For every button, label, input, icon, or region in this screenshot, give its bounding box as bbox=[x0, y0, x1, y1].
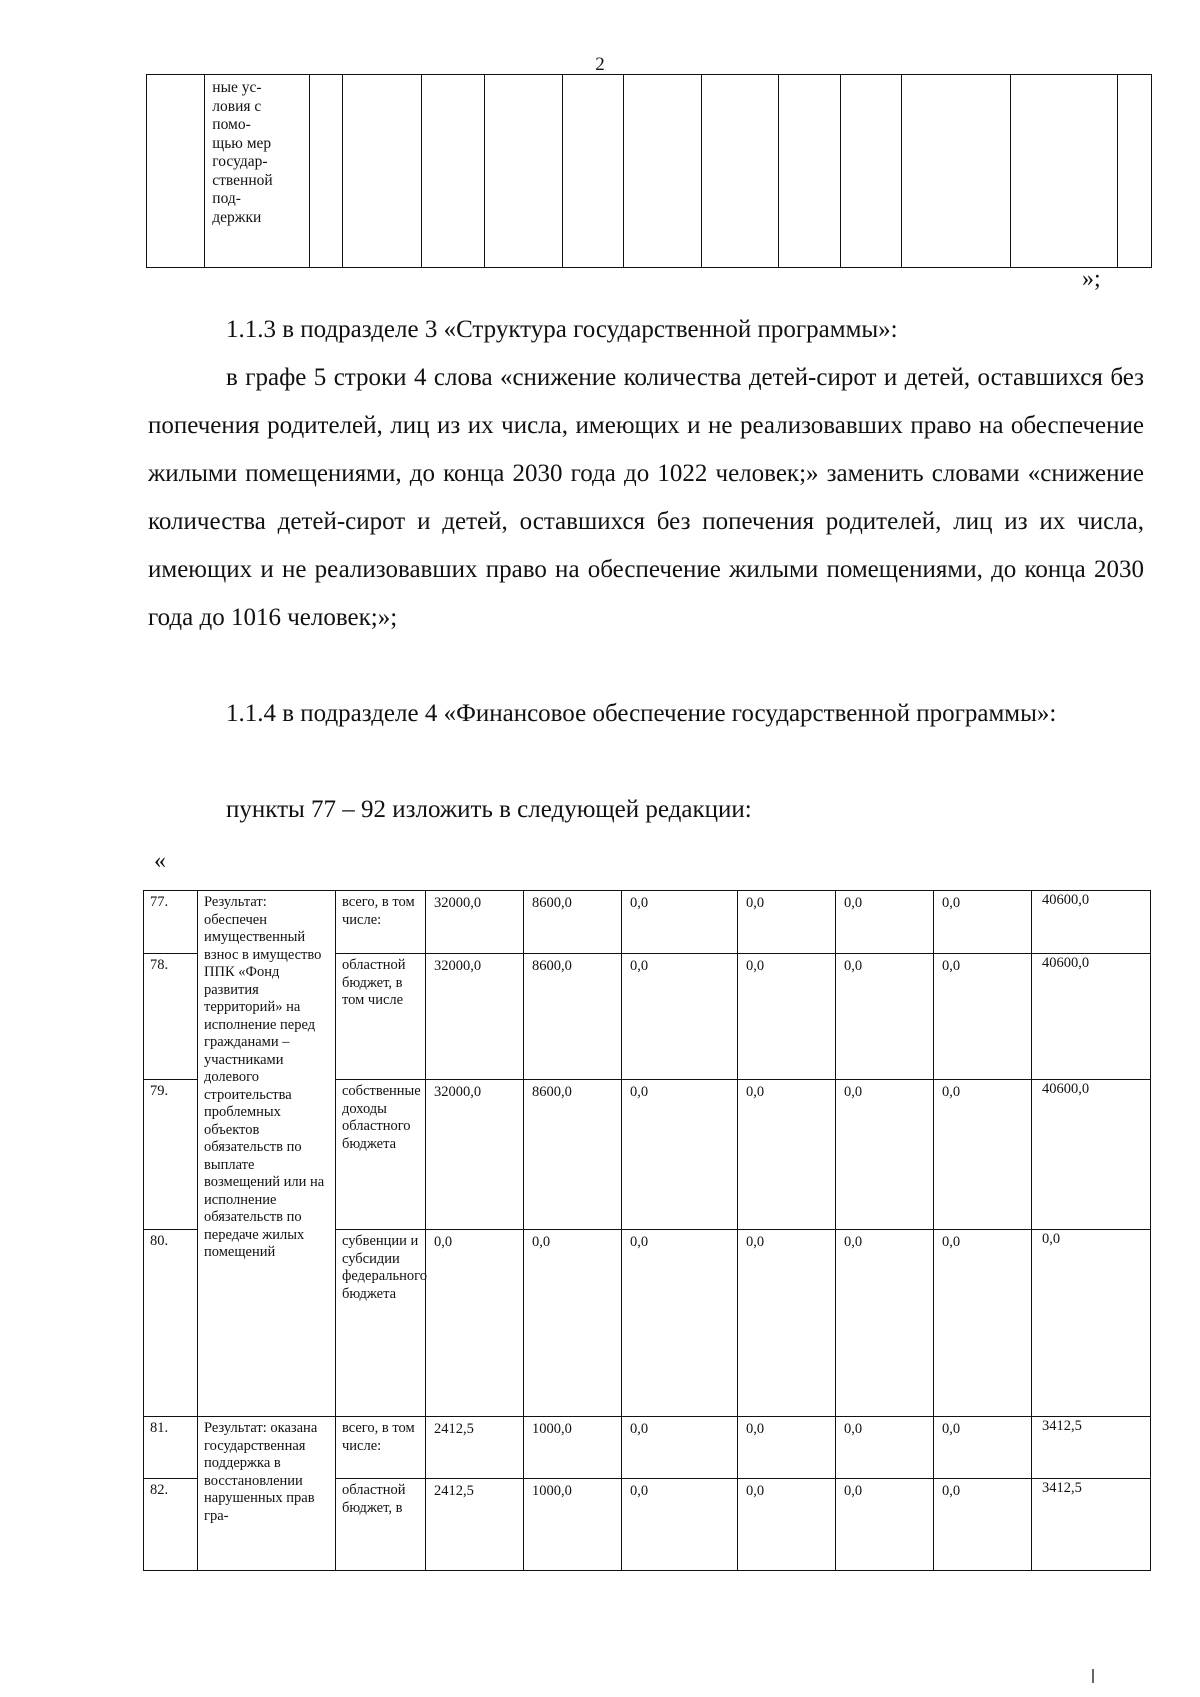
value-cell: 8600,0 bbox=[524, 1080, 622, 1230]
value-cell: 0,0 bbox=[836, 954, 934, 1080]
closing-quote: »; bbox=[1082, 266, 1101, 292]
text-line: щью мер bbox=[212, 134, 272, 152]
scan-mark bbox=[1092, 1669, 1094, 1683]
total-cell: 40600,0 bbox=[1032, 954, 1151, 1080]
funding-source: всего, в том числе: bbox=[336, 891, 426, 954]
row-number: 77. bbox=[144, 891, 198, 954]
value-cell: 0,0 bbox=[836, 891, 934, 954]
value-cell: 0,0 bbox=[738, 1080, 836, 1230]
empty-cell bbox=[310, 75, 343, 268]
value-cell: 0,0 bbox=[622, 954, 738, 1080]
funding-source: областной бюджет, в bbox=[336, 1479, 426, 1571]
empty-cell bbox=[1010, 75, 1117, 268]
total-cell: 3412,5 bbox=[1032, 1417, 1151, 1479]
text-line: помо- bbox=[212, 116, 251, 133]
total-cell: 0,0 bbox=[1032, 1230, 1151, 1417]
text-line: под- bbox=[212, 190, 241, 207]
value-cell: 0,0 bbox=[836, 1417, 934, 1479]
text-line: государ- bbox=[212, 153, 268, 170]
text-line: ственной bbox=[212, 171, 273, 189]
value-cell: 0,0 bbox=[622, 891, 738, 954]
paragraph-replacement: в графе 5 строки 4 слова «снижение количества детей-сирот и детей, оставшихся без попечения родителей, лиц из их числа, имеющих и не реализовавших право на обеспечение жилыми помещениями, до конца 2030 года до 1022 человек;» заменить словами «снижение количества детей-сирот и детей, оставшихся без попечения родителей, лиц из их числа, имеющих и не реализовавших право на обеспечение жилыми помещениями, до конца 2030 года до 1016 человек;»; bbox=[148, 364, 1144, 631]
value-cell: 0,0 bbox=[622, 1479, 738, 1571]
value-cell: 0,0 bbox=[934, 1080, 1032, 1230]
value-cell: 0,0 bbox=[934, 1479, 1032, 1571]
empty-cell bbox=[701, 75, 778, 268]
total-cell: 40600,0 bbox=[1032, 891, 1151, 954]
value-cell: 0,0 bbox=[622, 1230, 738, 1417]
text-line: ловия с bbox=[212, 97, 262, 115]
value-cell: 0,0 bbox=[738, 1417, 836, 1479]
value-cell: 0,0 bbox=[524, 1230, 622, 1417]
funding-source: субвенции и субсидии федерального бюджета bbox=[336, 1230, 426, 1417]
continued-result-text bbox=[205, 75, 310, 268]
opening-quote: « bbox=[154, 848, 166, 874]
value-cell: 0,0 bbox=[934, 954, 1032, 1080]
funding-source: всего, в том числе: bbox=[336, 1417, 426, 1479]
paragraph-1-1-4: 1.1.4 в подразделе 4 «Финансовое обеспечение государственной программы»: bbox=[226, 700, 1057, 727]
table-row bbox=[144, 891, 1151, 954]
value-cell: 32000,0 bbox=[426, 954, 524, 1080]
result-description: Результат: обеспечен имущественный взнос в имущество ППК «Фонд развития территорий» на исполнение перед гражданами – участниками долевого строительства проблемных объектов обязательств по выплате возмещений или на исполнение обязательств по передаче жилых помещений bbox=[198, 891, 336, 1417]
value-cell: 8600,0 bbox=[524, 891, 622, 954]
empty-cell bbox=[778, 75, 840, 268]
value-cell: 0,0 bbox=[738, 891, 836, 954]
value-cell: 32000,0 bbox=[426, 1080, 524, 1230]
empty-cell bbox=[623, 75, 701, 268]
empty-cell bbox=[902, 75, 1010, 268]
continuation-table bbox=[146, 74, 1152, 268]
text-line: держки bbox=[212, 208, 262, 226]
value-cell: 0,0 bbox=[738, 1479, 836, 1571]
funding-source: собственные доходы областного бюджета bbox=[336, 1080, 426, 1230]
value-cell: 1000,0 bbox=[524, 1417, 622, 1479]
row-number: 78. bbox=[144, 954, 198, 1080]
table-row bbox=[144, 1417, 1151, 1479]
value-cell: 2412,5 bbox=[426, 1479, 524, 1571]
empty-cell bbox=[1118, 75, 1152, 268]
empty-cell bbox=[147, 75, 205, 268]
empty-cell bbox=[485, 75, 563, 268]
value-cell: 1000,0 bbox=[524, 1479, 622, 1571]
paragraph-points: пункты 77 – 92 изложить в следующей редакции: bbox=[226, 796, 752, 823]
value-cell: 0,0 bbox=[836, 1080, 934, 1230]
empty-cell bbox=[563, 75, 624, 268]
row-number: 82. bbox=[144, 1479, 198, 1571]
empty-cell bbox=[422, 75, 485, 268]
value-cell: 32000,0 bbox=[426, 891, 524, 954]
row-number: 80. bbox=[144, 1230, 198, 1417]
total-cell: 40600,0 bbox=[1032, 1080, 1151, 1230]
value-cell: 0,0 bbox=[738, 1230, 836, 1417]
text-line: ные ус- bbox=[212, 79, 262, 96]
value-cell: 0,0 bbox=[934, 891, 1032, 954]
value-cell: 0,0 bbox=[622, 1417, 738, 1479]
funding-source: областной бюджет, в том числе bbox=[336, 954, 426, 1080]
empty-cell bbox=[342, 75, 421, 268]
value-cell: 0,0 bbox=[836, 1479, 934, 1571]
value-cell: 0,0 bbox=[622, 1080, 738, 1230]
value-cell: 2412,5 bbox=[426, 1417, 524, 1479]
row-number: 79. bbox=[144, 1080, 198, 1230]
empty-cell bbox=[840, 75, 902, 268]
value-cell: 0,0 bbox=[836, 1230, 934, 1417]
value-cell: 0,0 bbox=[934, 1230, 1032, 1417]
paragraph-1-1-3: 1.1.3 в подразделе 3 «Структура государственной программы»: bbox=[226, 316, 898, 343]
total-cell: 3412,5 bbox=[1032, 1479, 1151, 1571]
value-cell: 8600,0 bbox=[524, 954, 622, 1080]
result-description: Результат: оказана государственная поддержка в восстановлении нарушенных прав гра- bbox=[198, 1417, 336, 1571]
row-number: 81. bbox=[144, 1417, 198, 1479]
value-cell: 0,0 bbox=[738, 954, 836, 1080]
page-number: 2 bbox=[595, 54, 605, 75]
value-cell: 0,0 bbox=[934, 1417, 1032, 1479]
financing-table bbox=[143, 890, 1151, 1571]
value-cell: 0,0 bbox=[426, 1230, 524, 1417]
